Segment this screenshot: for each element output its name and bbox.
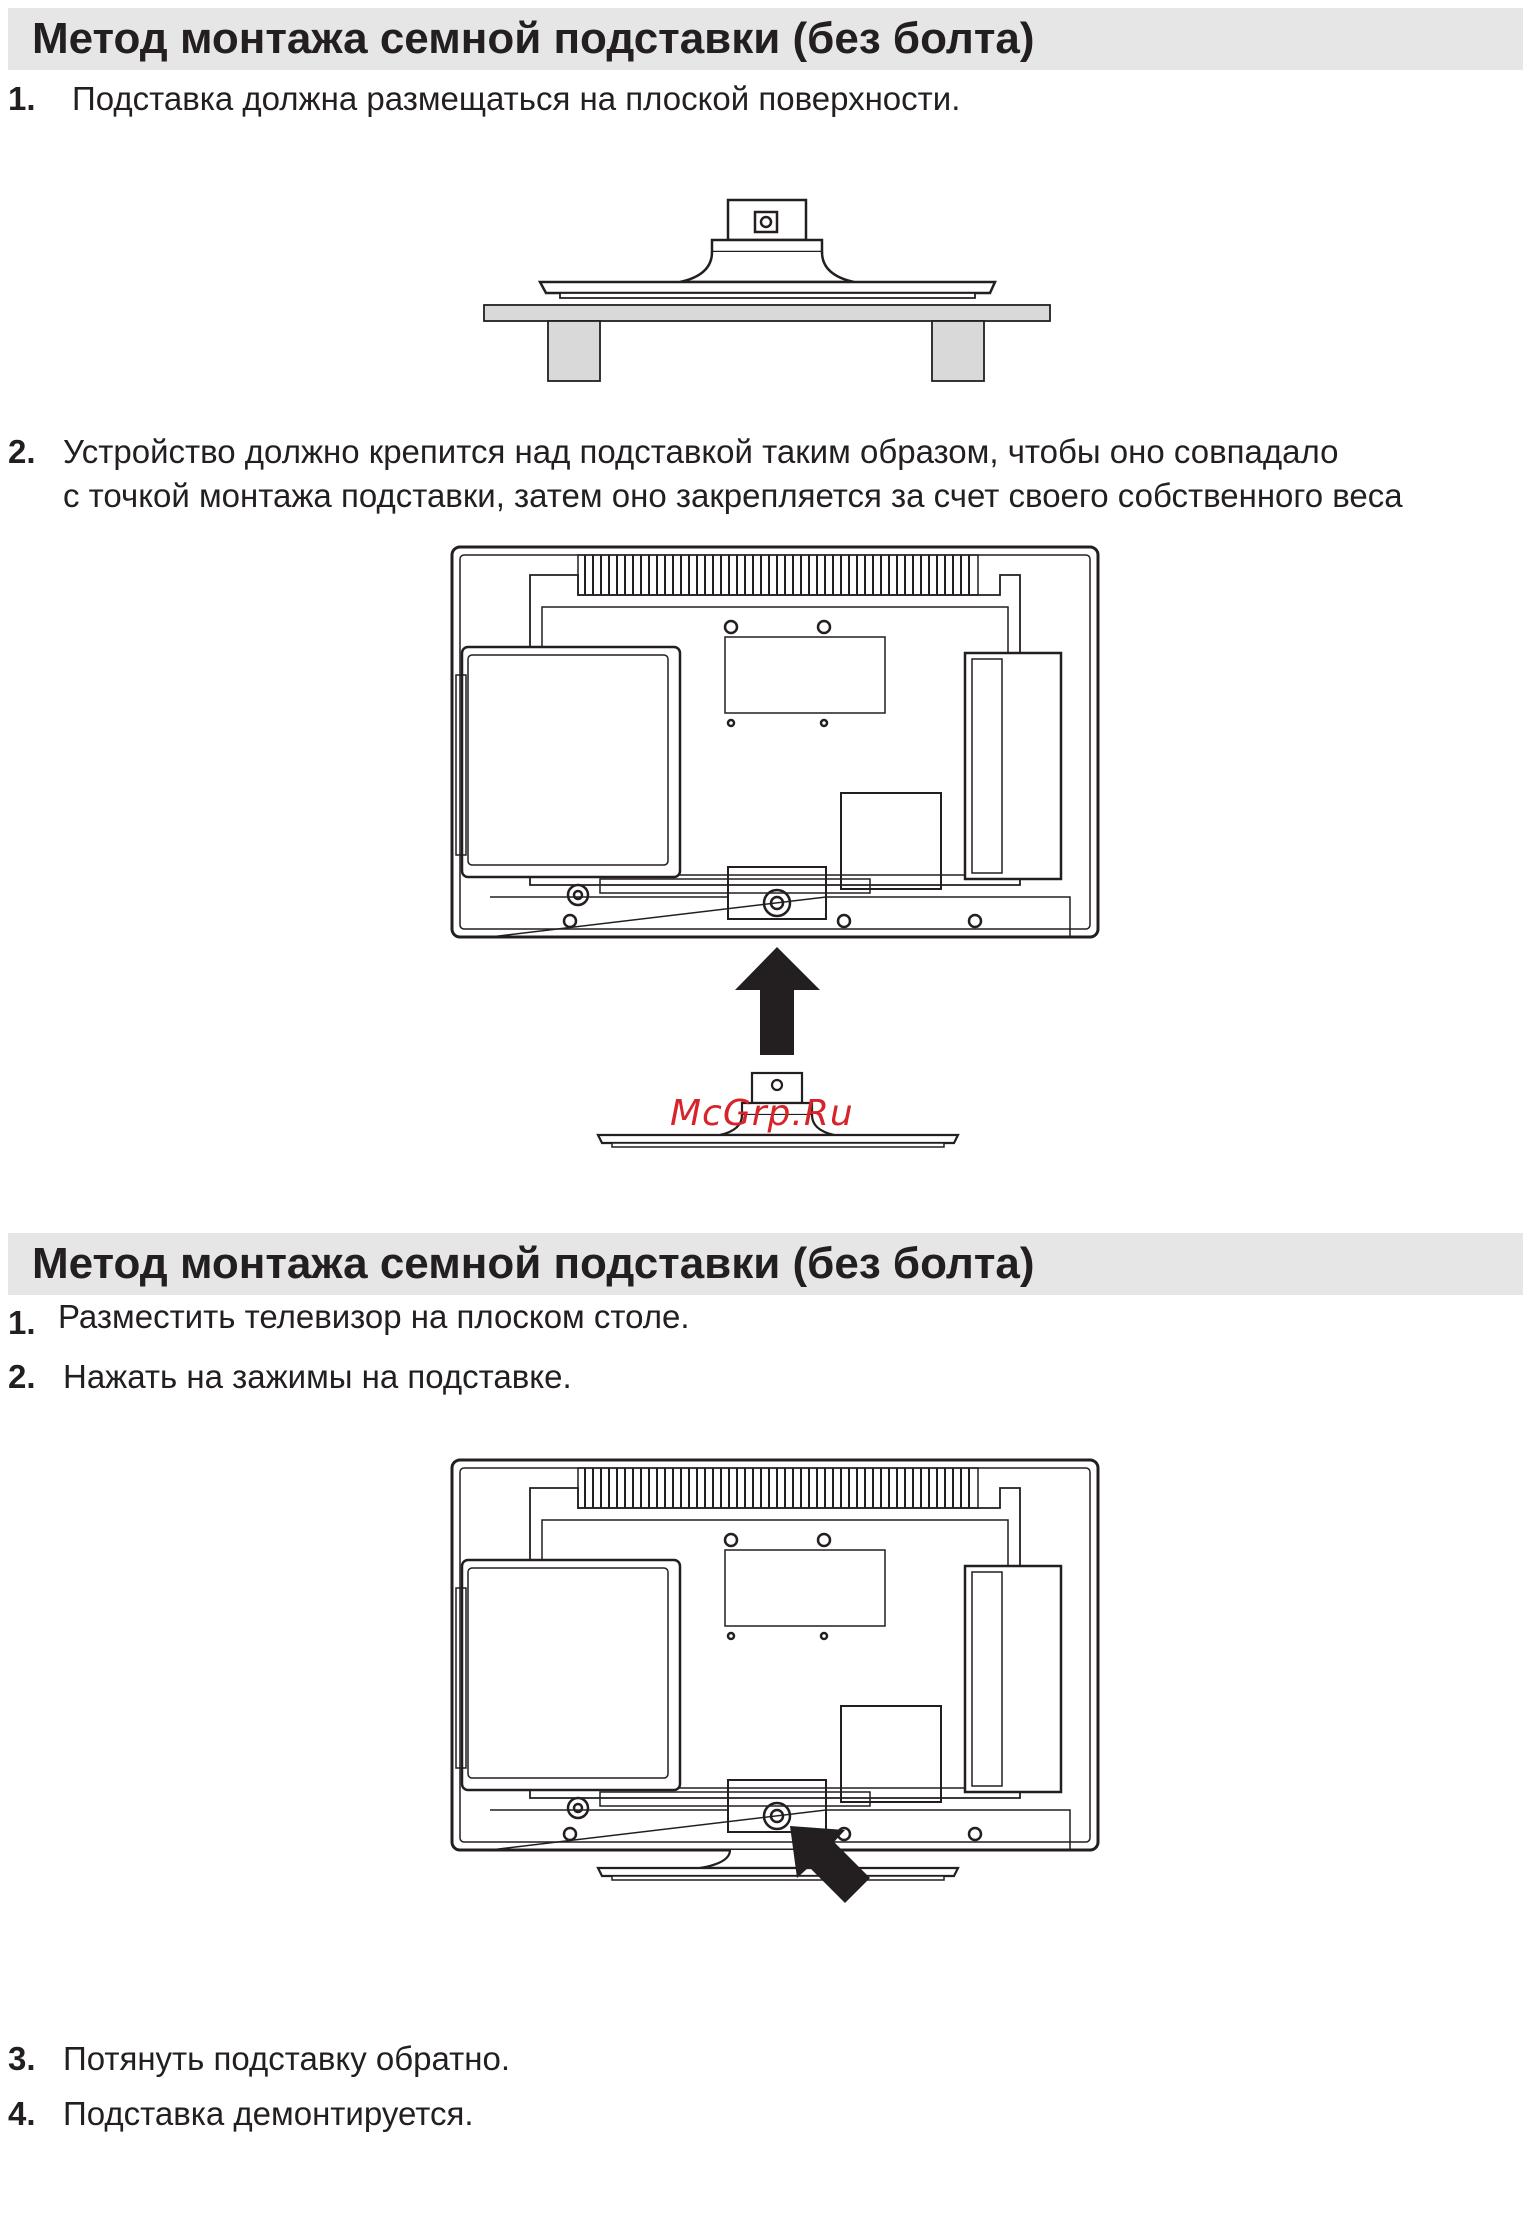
press-stand-clip-figure [450, 1458, 1110, 1918]
step-text: Подставка должна размещаться на плоской поверхности. [72, 80, 961, 117]
section-header-2 [8, 1233, 1523, 1295]
step-text: Потянуть подставку обратно. [63, 2040, 510, 2077]
section-header-1 [8, 8, 1523, 70]
step-text-line-1: Устройство должно крепится над подставкой таким образом, чтобы оно совпадало [63, 433, 1339, 470]
step-number: 3. [8, 2040, 36, 2077]
step-text-line-2: с точкой монтажа подставки, затем оно закрепляется за счет своего собственного веса [63, 477, 1403, 514]
step-number: 1. [8, 1304, 36, 1341]
step-number: 1. [8, 80, 36, 117]
step-text: Нажать на зажимы на подставке. [63, 1358, 572, 1395]
section-title-1: Метод монтажа семной подставки (без болта) [32, 14, 1035, 63]
stand-on-flat-surface-figure [480, 190, 1060, 390]
step-number: 2. [8, 433, 36, 470]
step-2-2 [8, 1358, 1108, 1398]
section-title-2: Метод монтажа семной подставки (без болта) [32, 1239, 1035, 1288]
step-2-1 [8, 1298, 1108, 1341]
step-number: 4. [8, 2095, 36, 2132]
step-2-4 [8, 2095, 1108, 2135]
step-number: 2. [8, 1358, 36, 1395]
step-text: Разместить телевизор на плоском столе. [58, 1298, 690, 1335]
step-2-3 [8, 2040, 1108, 2080]
watermark: McGrp.Ru [670, 1093, 854, 1134]
step-1-2 [8, 433, 1523, 523]
tv-mount-onto-stand-figure [450, 545, 1110, 1165]
step-1-1 [8, 80, 1108, 120]
step-text: Подставка демонтируется. [63, 2095, 474, 2132]
